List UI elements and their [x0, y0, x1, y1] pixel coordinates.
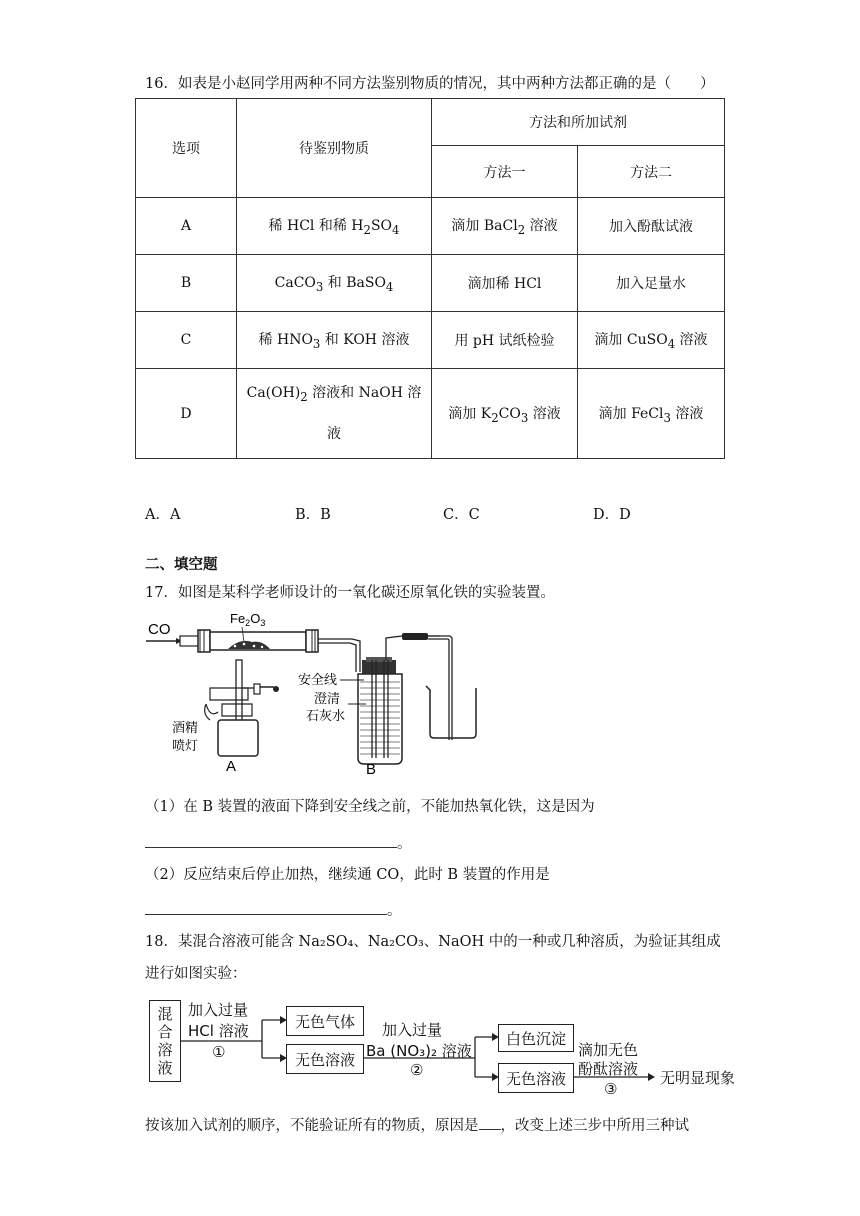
q18-tail: 按该加入试剂的顺序，不能验证所有的物质，原因是 ，改变上述三步中所用三种试: [145, 1118, 689, 1134]
lamp-handle: [205, 704, 218, 720]
row-option: C: [136, 312, 237, 369]
header-methods: 方法和所加试剂: [432, 99, 725, 146]
row-substance: CaCO$_3$ 和 BaSO$_4$: [237, 255, 432, 312]
wash-bottle: [358, 674, 402, 764]
solution1-box: 无色溶液: [286, 1044, 364, 1074]
choice-d[interactable]: D．D: [593, 507, 631, 523]
step1-label-b: HCl 溶液: [188, 1022, 249, 1040]
label-a: A: [226, 758, 237, 775]
row-substance: $Ca(OH)_2$ 溶液和 NaOH 溶 液: [237, 369, 432, 459]
choice-c[interactable]: C．C: [443, 507, 480, 523]
q17-part1: （1）在 B 装置的液面下降到安全线之前，不能加热氧化铁，这是因为: [145, 799, 595, 815]
limewater-label-1: 澄清: [314, 692, 341, 707]
row-method1: 滴加 $K_2CO_3$ 溶液: [432, 369, 578, 459]
beaker: [426, 686, 476, 738]
row-method1: 用 pH 试纸检验: [432, 312, 578, 369]
q16-stem: 16．如表是小赵同学用两种不同方法鉴别物质的情况，其中两种方法都正确的是（ ）: [145, 76, 715, 92]
step2-label-a: 加入过量: [382, 1021, 443, 1039]
header-method1: 方法一: [432, 146, 578, 198]
co-label: CO: [148, 621, 171, 638]
label-b: B: [366, 761, 377, 778]
table-row: [136, 255, 725, 312]
section-title: 二、填空题: [145, 557, 218, 573]
q17-part2: （2）反应结束后停止加热，继续通 CO，此时 B 装置的作用是: [145, 867, 550, 883]
row-method2: 滴加 CuSO$_4$ 溶液: [578, 312, 725, 369]
row-method2: 加入酚酞试液: [578, 198, 725, 255]
table-row: [136, 312, 725, 369]
fe2o3-label: $Fe_2O_3$: [230, 611, 266, 628]
row-method2: 滴加 FeCl$_3$ 溶液: [578, 369, 725, 459]
q17-part2-answer: 。: [145, 899, 402, 920]
row-method1: 滴加 BaCl$_2$ 溶液: [432, 198, 578, 255]
row-substance: 稀 $HNO_3$ 和 KOH 溶液: [237, 312, 432, 369]
limewater-label-2: 石灰水: [306, 709, 346, 724]
co-reduction-apparatus: [140, 608, 480, 778]
table-row: [136, 369, 725, 459]
row-method2: 加入足量水: [578, 255, 725, 312]
header-option: 选项: [136, 99, 237, 198]
row-option: A: [136, 198, 237, 255]
lamp-label-2: 喷灯: [172, 739, 199, 754]
header-substance: 待鉴别物质: [237, 99, 432, 198]
answer-blank-1[interactable]: [145, 847, 397, 848]
bottle-stopper: [362, 660, 396, 674]
q17-part1-answer: 。: [145, 832, 412, 853]
step1-label-a: 加入过量: [188, 1001, 249, 1019]
step2-label-b: Ba (NO₃)₂ 溶液: [366, 1042, 472, 1060]
header-method2: 方法二: [578, 146, 725, 198]
lamp-label-1: 酒精: [172, 721, 199, 736]
row-option: B: [136, 255, 237, 312]
row-substance: 稀 HCl 和稀 $H_2SO_4$: [237, 198, 432, 255]
q16-table: [135, 98, 725, 459]
rubber-tube: [402, 633, 428, 640]
lamp-body: [218, 720, 258, 756]
safety-line-label: 安全线: [298, 673, 338, 688]
q18-stem-line1: 18．某混合溶液可能含 Na₂SO₄、Na₂CO₃、NaOH 中的一种或几种溶质，为验证其组成: [145, 934, 721, 950]
solution2-box: 无色溶液: [498, 1063, 574, 1093]
precipitate-box: 白色沉淀: [498, 1024, 574, 1052]
start-box: 混合溶液: [149, 1000, 181, 1082]
choice-b[interactable]: B．B: [295, 507, 331, 523]
step1-number: ①: [212, 1043, 226, 1061]
row-option: D: [136, 369, 237, 459]
step3-number: ③: [604, 1080, 618, 1098]
row-method1: 滴加稀 HCl: [432, 255, 578, 312]
step3-label-a: 滴加无色: [578, 1041, 639, 1059]
q18-stem-line2: 进行如图实验：: [145, 966, 247, 982]
q17-stem: 17．如图是某科学老师设计的一氧化碳还原氧化铁的实验装置。: [145, 585, 555, 601]
answer-blank-3[interactable]: [479, 1129, 501, 1130]
step3-label-b: 酚酞溶液: [578, 1060, 639, 1078]
gas-box: 无色气体: [286, 1006, 364, 1036]
choice-a[interactable]: A．A: [145, 507, 181, 523]
result-label: 无明显现象: [660, 1069, 736, 1087]
step2-number: ②: [410, 1061, 424, 1079]
answer-blank-2[interactable]: [145, 914, 387, 915]
table-row: [136, 198, 725, 255]
